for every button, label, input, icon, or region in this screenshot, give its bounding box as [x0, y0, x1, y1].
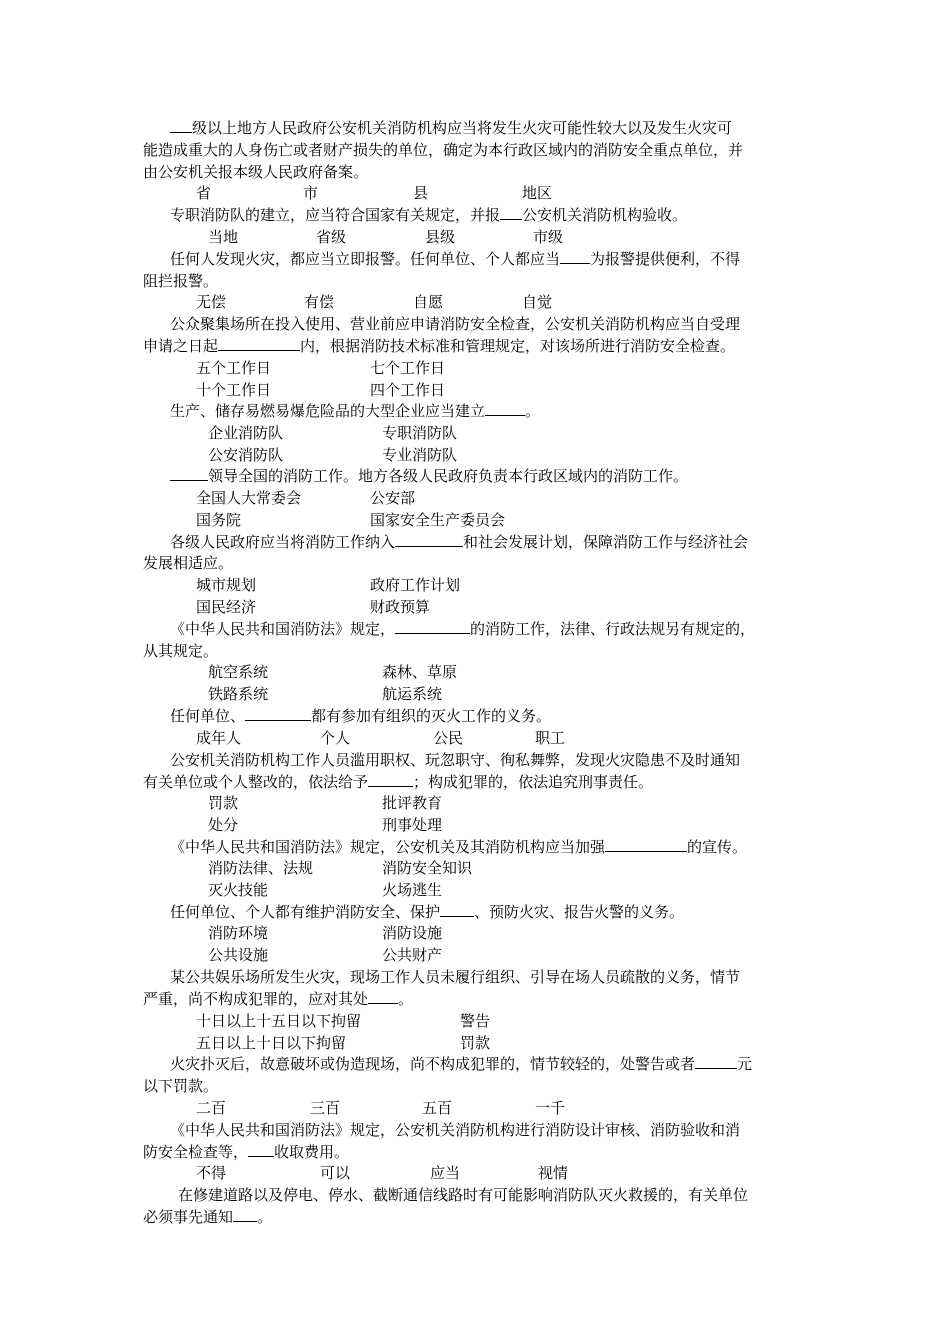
question-6-option-4: 国家安全生产委员会 [370, 511, 506, 529]
question-4-option-2: 七个工作日 [370, 359, 446, 377]
question-14-option-2: 三百 [310, 1099, 341, 1117]
question-16-line-1 [178, 1184, 748, 1206]
question-3-option-2: 有偿 [304, 293, 335, 311]
question-15-line-1 [170, 1119, 740, 1141]
answer-blank [248, 1141, 274, 1157]
question-12-option-4: 公共财产 [382, 946, 443, 964]
question-7-option-4: 财政预算 [370, 598, 431, 616]
question-text: 的消防工作，法律、行政法规另有规定的， [470, 620, 756, 638]
question-15-option-2: 可以 [320, 1164, 351, 1182]
answer-blank [218, 335, 300, 351]
question-5-option-1: 企业消防队 [208, 424, 284, 442]
question-8-option-1: 航空系统 [208, 663, 269, 681]
question-10-option-1: 罚款 [208, 794, 239, 812]
answer-blank [368, 988, 398, 1004]
question-text: 生产、储存易燃易爆危险品的大型企业应当建立 [170, 402, 486, 420]
answer-blank [500, 204, 522, 220]
question-12-line-1 [170, 901, 684, 923]
question-13-line-2 [143, 988, 413, 1010]
question-14-option-3: 五百 [422, 1099, 453, 1117]
question-10-line-2 [143, 771, 653, 793]
question-text: 任何人发现火灾，都应当立即报警。任何单位、个人都应当 [170, 250, 561, 268]
question-9-line-1 [170, 705, 551, 727]
question-15-line-2 [143, 1141, 349, 1163]
question-text: 由公安机关报本级人民政府备案。 [143, 163, 369, 181]
question-7-line-1 [170, 531, 748, 553]
question-text: 防安全检查等， [143, 1143, 249, 1161]
question-14-option-1: 二百 [196, 1099, 227, 1117]
question-text: 阻拦报警。 [143, 272, 219, 290]
question-15-option-1: 不得 [196, 1164, 227, 1182]
question-11-option-3: 灭火技能 [208, 881, 269, 899]
question-text: 。 [257, 1208, 273, 1226]
question-text: 内，根据消防技术标准和管理规定，对该场所进行消防安全检查。 [300, 337, 736, 355]
question-text: 必须事先通知 [143, 1208, 234, 1226]
question-text: 《中华人民共和国消防法》规定，公安机关及其消防机构应当加强 [170, 838, 606, 856]
question-3-option-1: 无偿 [196, 293, 227, 311]
question-1-option-2: 市 [303, 184, 319, 202]
question-7-line-2 [143, 552, 233, 574]
question-7-option-1: 城市规划 [196, 576, 257, 594]
answer-blank [170, 117, 192, 133]
answer-blank [440, 901, 474, 917]
question-text: 和社会发展计划，保障消防工作与经济社会 [463, 533, 749, 551]
question-2-line-1 [170, 204, 687, 226]
question-13-line-1 [170, 966, 740, 988]
question-11-option-2: 消防安全知识 [382, 859, 473, 877]
question-text: 任何单位、个人都有维护消防安全、保护 [170, 903, 441, 921]
question-text: 、预防火灾、报告火警的义务。 [474, 903, 685, 921]
question-2-option-2: 省级 [316, 228, 347, 246]
question-text: 级以上地方人民政府公安机关消防机构应当将发生火灾可能性较大以及发生火灾可 [192, 119, 733, 137]
question-12-option-2: 消防设施 [382, 924, 443, 942]
question-text: 领导全国的消防工作。地方各级人民政府负责本行政区域内的消防工作。 [208, 467, 689, 485]
question-10-option-2: 批评教育 [382, 794, 443, 812]
question-3-option-3: 自愿 [413, 293, 444, 311]
question-text: 在修建道路以及停电、停水、截断通信线路时有可能影响消防队灭火救援的，有关单位 [178, 1186, 749, 1204]
question-4-option-3: 十个工作日 [196, 381, 272, 399]
question-text: 能造成重大的人身伤亡或者财产损失的单位，确定为本行政区域内的消防安全重点单位，并 [143, 141, 744, 159]
answer-blank [245, 705, 311, 721]
question-4-line-2 [143, 335, 735, 357]
question-8-line-2 [143, 640, 218, 662]
question-1-line-1 [170, 117, 732, 139]
question-14-line-2 [143, 1075, 218, 1097]
question-5-option-3: 公安消防队 [208, 446, 284, 464]
answer-blank [695, 1053, 737, 1069]
question-1-line-3 [143, 161, 368, 183]
question-5-option-2: 专职消防队 [382, 424, 458, 442]
question-15-option-4: 视情 [538, 1164, 569, 1182]
question-text: 发展相适应。 [143, 554, 234, 572]
question-text: 收取费用。 [274, 1143, 350, 1161]
question-2-option-1: 当地 [208, 228, 239, 246]
question-8-option-2: 森林、草原 [382, 663, 458, 681]
question-text: 。 [398, 990, 414, 1008]
question-6-option-1: 全国人大常委会 [196, 489, 302, 507]
question-text: 专职消防队的建立，应当符合国家有关规定，并报 [170, 206, 501, 224]
answer-blank [395, 531, 463, 547]
question-10-line-1 [170, 749, 740, 771]
question-1-option-3: 县 [413, 184, 429, 202]
question-1-line-2 [143, 139, 743, 161]
question-6-option-3: 国务院 [196, 511, 242, 529]
question-11-line-1 [170, 836, 747, 858]
question-7-option-2: 政府工作计划 [370, 576, 461, 594]
question-text: 元 [737, 1055, 753, 1073]
question-text: 公安机关消防机构验收。 [522, 206, 688, 224]
question-6-option-2: 公安部 [370, 489, 416, 507]
question-2-option-3: 县级 [425, 228, 456, 246]
answer-blank [485, 400, 525, 416]
question-5-option-4: 专业消防队 [382, 446, 458, 464]
question-3-line-1 [170, 248, 740, 270]
question-15-option-3: 应当 [430, 1164, 461, 1182]
question-text: 为报警提供便利，不得 [590, 250, 741, 268]
question-text: 。 [525, 402, 541, 420]
question-text: 公众聚集场所在投入使用、营业前应申请消防安全检查，公安机关消防机构应当自受理 [170, 315, 741, 333]
question-13-option-2: 警告 [460, 1012, 491, 1030]
question-14-option-4: 一千 [535, 1099, 566, 1117]
question-13-option-1: 十日以上十五日以下拘留 [196, 1012, 362, 1030]
answer-blank [368, 771, 413, 787]
question-text: 任何单位、 [170, 707, 246, 725]
question-text: 某公共娱乐场所发生火灾，现场工作人员未履行组织、引导在场人员疏散的义务，情节 [170, 968, 741, 986]
question-1-option-1: 省 [196, 184, 212, 202]
question-3-line-2 [143, 270, 218, 292]
question-12-option-3: 公共设施 [208, 946, 269, 964]
question-2-option-4: 市级 [533, 228, 564, 246]
question-text: 火灾扑灭后，故意破坏或伪造现场，尚不构成犯罪的，情节较轻的，处警告或者 [170, 1055, 696, 1073]
question-3-option-4: 自觉 [522, 293, 553, 311]
answer-blank [560, 248, 590, 264]
question-12-option-1: 消防环境 [208, 924, 269, 942]
question-14-line-1 [170, 1053, 752, 1075]
question-text: 都有参加有组织的灭火工作的义务。 [311, 707, 552, 725]
answer-blank [233, 1206, 257, 1222]
answer-blank [395, 618, 470, 634]
question-13-option-4: 罚款 [460, 1034, 491, 1052]
question-text: 严重，尚不构成犯罪的，应对其处 [143, 990, 369, 1008]
question-11-option-1: 消防法律、法规 [208, 859, 314, 877]
question-text: 公安机关消防机构工作人员滥用职权、玩忽职守、徇私舞弊，发现火灾隐患不及时通知 [170, 751, 741, 769]
question-11-option-4: 火场逃生 [382, 881, 443, 899]
question-8-option-3: 铁路系统 [208, 685, 269, 703]
question-9-option-2: 个人 [320, 729, 351, 747]
question-8-option-4: 航运系统 [382, 685, 443, 703]
question-4-option-1: 五个工作日 [196, 359, 272, 377]
question-text: 以下罚款。 [143, 1077, 219, 1095]
question-13-option-3: 五日以上十日以下拘留 [196, 1034, 347, 1052]
question-9-option-1: 成年人 [196, 729, 242, 747]
question-9-option-3: 公民 [433, 729, 464, 747]
question-text: 各级人民政府应当将消防工作纳入 [170, 533, 396, 551]
question-text: ；构成犯罪的，依法追究刑事责任。 [413, 773, 654, 791]
question-text: 《中华人民共和国消防法》规定，公安机关消防机构进行消防设计审核、消防验收和消 [170, 1121, 741, 1139]
question-text: 的宣传。 [687, 838, 748, 856]
question-text: 从其规定。 [143, 642, 219, 660]
question-10-option-4: 刑事处理 [382, 816, 443, 834]
question-6-line-1 [170, 465, 688, 487]
answer-blank [170, 465, 208, 481]
question-9-option-4: 职工 [535, 729, 566, 747]
question-7-option-3: 国民经济 [196, 598, 257, 616]
question-1-option-4: 地区 [522, 184, 553, 202]
question-text: 《中华人民共和国消防法》规定， [170, 620, 396, 638]
question-4-line-1 [170, 313, 740, 335]
question-4-option-4: 四个工作日 [370, 381, 446, 399]
question-text: 申请之日起 [143, 337, 219, 355]
question-text: 有关单位或个人整改的，依法给予 [143, 773, 369, 791]
question-5-line-1 [170, 400, 540, 422]
answer-blank [605, 836, 687, 852]
question-16-line-2 [143, 1206, 272, 1228]
question-10-option-3: 处分 [208, 816, 239, 834]
question-8-line-1 [170, 618, 755, 640]
